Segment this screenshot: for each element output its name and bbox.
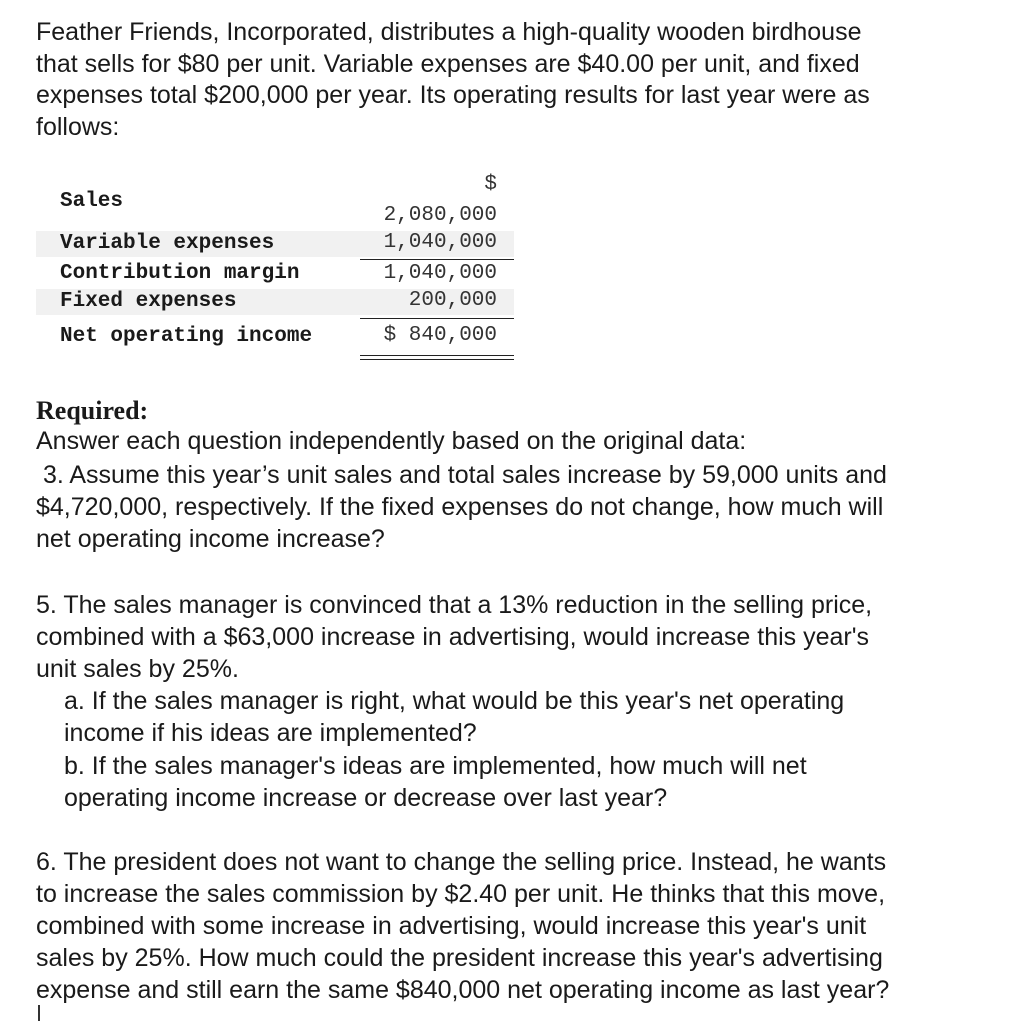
amount-net-operating-income: $ 840,000 bbox=[383, 324, 497, 347]
intro-line: that sells for $80 per unit. Variable expenses are $40.00 per unit, and fixed bbox=[36, 49, 860, 78]
question-line: $4,720,000, respectively. If the fixed expenses do not change, how much will bbox=[36, 493, 884, 521]
currency-symbol: $ bbox=[484, 173, 497, 196]
subtotal-rule bbox=[360, 318, 514, 319]
question-line: 5. The sales manager is convinced that a 13% reduction in the selling price, bbox=[36, 591, 873, 619]
question-line: unit sales by 25%. bbox=[36, 655, 239, 683]
row-label-fixed-expenses: Fixed expenses bbox=[60, 290, 237, 313]
required-heading: Required: bbox=[36, 396, 149, 425]
question-line: sales by 25%. How much could the president increase this year's advertising bbox=[36, 944, 883, 972]
amount-sales: 2,080,000 bbox=[383, 204, 497, 227]
row-label-sales: Sales bbox=[60, 190, 124, 213]
instruction-text: Answer each question independently based on the original data: bbox=[36, 427, 747, 455]
amount-contribution-margin: 1,040,000 bbox=[383, 262, 497, 285]
question-5b-line: operating income increase or decrease over last year? bbox=[64, 784, 668, 812]
question-line: 3. Assume this year’s unit sales and total sales increase by 59,000 units and bbox=[36, 461, 887, 489]
intro-line: follows: bbox=[36, 112, 120, 141]
row-label-contribution-margin: Contribution margin bbox=[60, 262, 300, 285]
question-line: to increase the sales commission by $2.40 per unit. He thinks that this move, bbox=[36, 880, 886, 908]
amount-fixed-expenses: 200,000 bbox=[408, 289, 497, 312]
intro-line: expenses total $200,000 per year. Its operating results for last year were as bbox=[36, 81, 870, 109]
question-5b-line: b. If the sales manager's ideas are implemented, how much will net bbox=[64, 752, 807, 780]
subtotal-rule bbox=[360, 259, 514, 260]
intro-paragraph bbox=[36, 17, 1006, 143]
total-double-rule-bottom bbox=[360, 359, 514, 360]
question-5a-line: income if his ideas are implemented? bbox=[64, 719, 477, 747]
question-line: net operating income increase? bbox=[36, 525, 385, 553]
row-label-net-operating-income: Net operating income bbox=[60, 325, 313, 348]
question-line: expense and still earn the same $840,000 net operating income as last year? bbox=[36, 976, 890, 1004]
text-cursor bbox=[38, 1005, 40, 1021]
row-label-variable-expenses: Variable expenses bbox=[60, 232, 275, 255]
question-line: combined with some increase in advertising, would increase this year's unit bbox=[36, 912, 867, 940]
question-line: combined with a $63,000 increase in advertising, would increase this year's bbox=[36, 623, 870, 651]
question-line: 6. The president does not want to change the selling price. Instead, he wants bbox=[36, 848, 887, 876]
question-5a-line: a. If the sales manager is right, what would be this year's net operating bbox=[64, 687, 845, 715]
intro-line: Feather Friends, Incorporated, distributes a high-quality wooden birdhouse bbox=[36, 18, 862, 46]
total-double-rule-top bbox=[360, 355, 514, 356]
amount-variable-expenses: 1,040,000 bbox=[383, 231, 497, 254]
